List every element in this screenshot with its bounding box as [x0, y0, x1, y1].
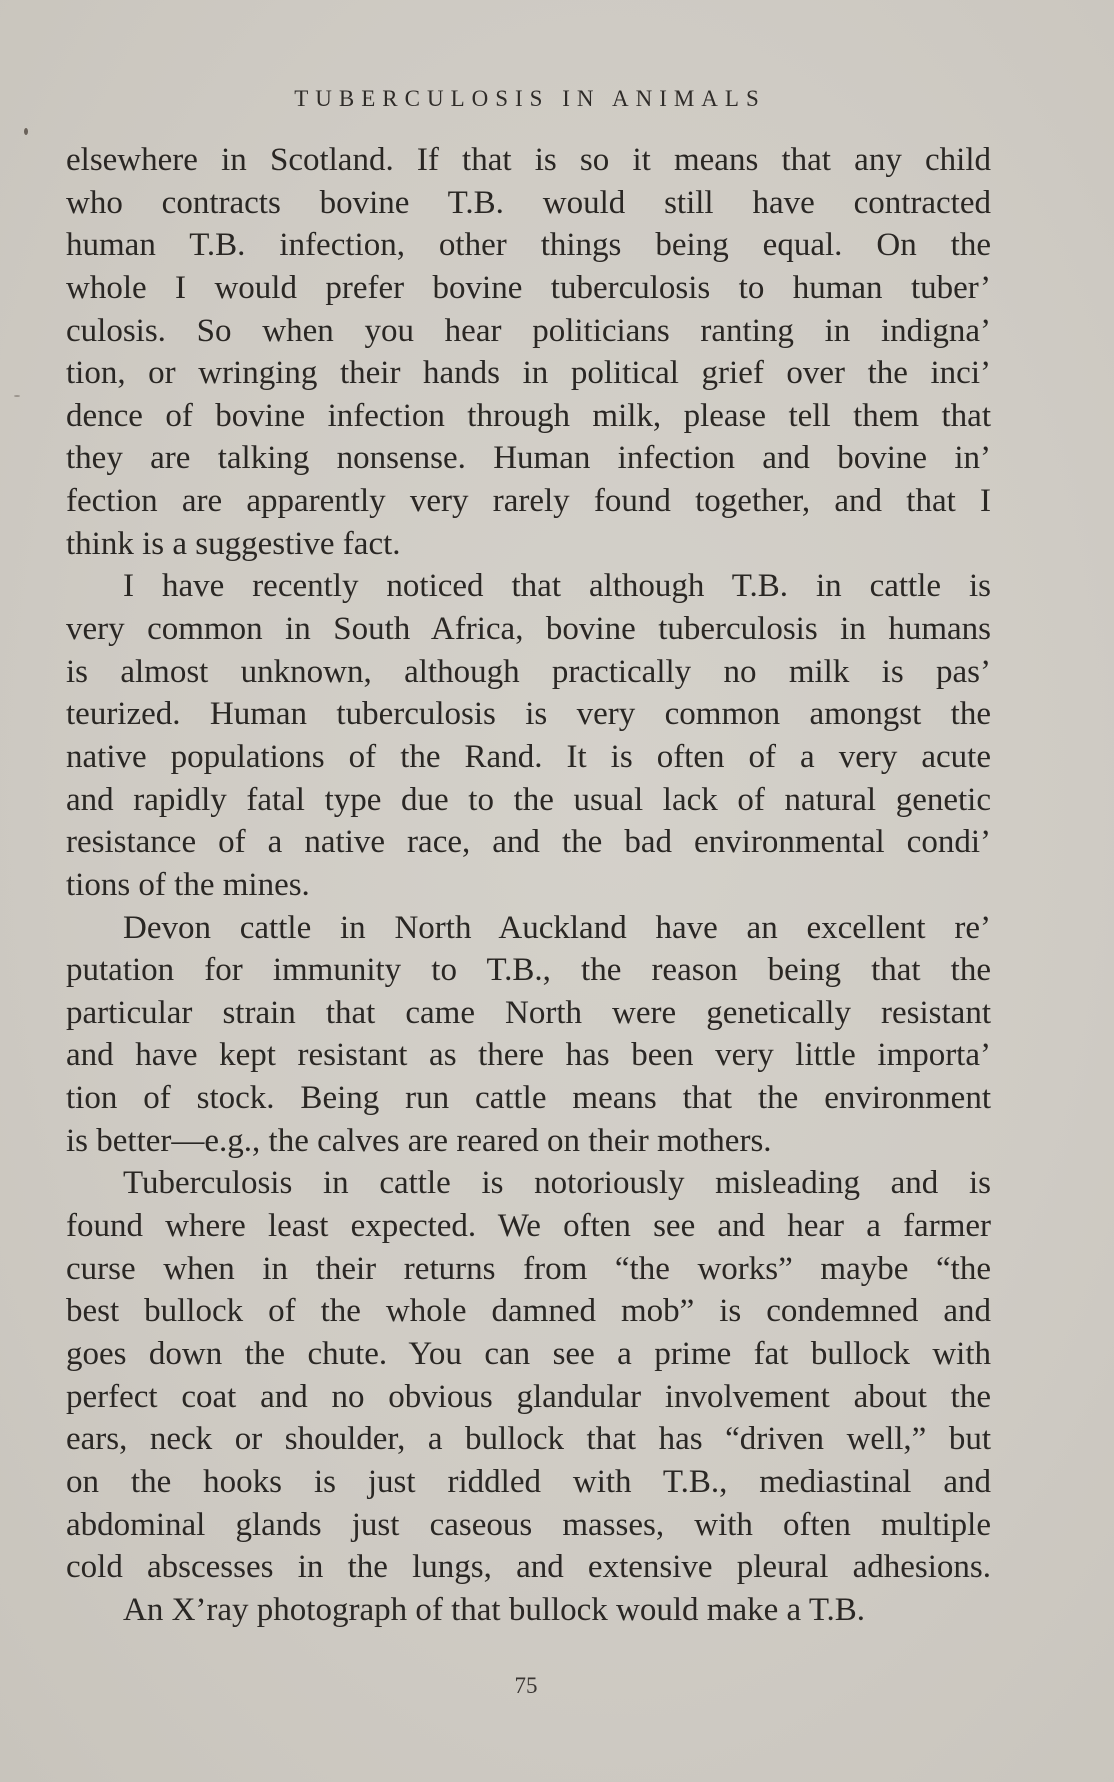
text-line: ears, neck or shoulder, a bullock that has “driven well,” but [66, 1421, 991, 1458]
text-line: found where least expected. We often see and hear a farmer [66, 1208, 991, 1245]
text-line: native populations of the Rand. It is often of a very acute [66, 738, 991, 775]
text-line: dence of bovine infection through milk, please tell them that [66, 397, 991, 434]
running-head: TUBERCULOSIS IN ANIMALS [294, 86, 766, 111]
text-line: best bullock of the whole damned mob” is condemned and [66, 1293, 991, 1330]
text-line: perfect coat and no obvious glandular involvement about the [66, 1378, 991, 1415]
paragraph-first-line: An X’ray photograph of that bullock would make a T.B. [123, 1591, 866, 1628]
text-line: think is a suggestive fact. [66, 525, 401, 562]
text-line: on the hooks is just riddled with T.B., mediastinal and [66, 1463, 991, 1500]
text-line: tion, or wringing their hands in political grief over the inci’ [66, 355, 991, 392]
page-number: 75 [514, 1673, 538, 1698]
text-line: whole I would prefer bovine tuberculosis to human tuber’ [66, 269, 991, 306]
text-line: resistance of a native race, and the bad environmental condi’ [66, 824, 991, 861]
text-line: elsewhere in Scotland. If that is so it means that any child [66, 142, 991, 178]
text-line: very common in South Africa, bovine tuberculosis in humans [66, 611, 991, 648]
ink-speck [24, 128, 28, 135]
paragraph-first-line: Devon cattle in North Auckland have an excellent re’ [123, 909, 991, 946]
text-line: tion of stock. Being run cattle means that the environment [66, 1080, 991, 1117]
text-line: teurized. Human tuberculosis is very common amongst the [66, 696, 991, 733]
paragraph-first-line: Tuberculosis in cattle is notoriously misleading and is [123, 1165, 991, 1202]
text-line: putation for immunity to T.B., the reason being that the [66, 952, 991, 989]
text-line: fection are apparently very rarely found together, and that I [66, 483, 991, 520]
text-line: is almost unknown, although practically no milk is pas’ [66, 653, 991, 690]
text-line: human T.B. infection, other things being equal. On the [66, 227, 991, 264]
text-line: is better—e.g., the calves are reared on their mothers. [66, 1122, 772, 1159]
text-line: and rapidly fatal type due to the usual lack of natural genetic [66, 781, 991, 818]
text-line: particular strain that came North were genetically resistant [66, 994, 991, 1031]
body-text [66, 139, 991, 1631]
text-line: curse when in their returns from “the works” maybe “the [66, 1250, 991, 1287]
text-line: they are talking nonsense. Human infection and bovine in’ [66, 440, 991, 477]
text-line: cold abscesses in the lungs, and extensive pleural adhesions. [66, 1549, 991, 1586]
text-line: who contracts bovine T.B. would still have contracted [66, 184, 991, 221]
ink-speck [14, 395, 20, 397]
text-line: and have kept resistant as there has been very little importa’ [66, 1037, 991, 1074]
paragraph-first-line: I have recently noticed that although T.B. in cattle is [123, 568, 991, 605]
text-line: tions of the mines. [66, 866, 310, 903]
text-line: goes down the chute. You can see a prime fat bullock with [66, 1335, 991, 1372]
text-line: culosis. So when you hear politicians ranting in indigna’ [66, 312, 991, 349]
text-line: abdominal glands just caseous masses, with often multiple [66, 1506, 991, 1543]
